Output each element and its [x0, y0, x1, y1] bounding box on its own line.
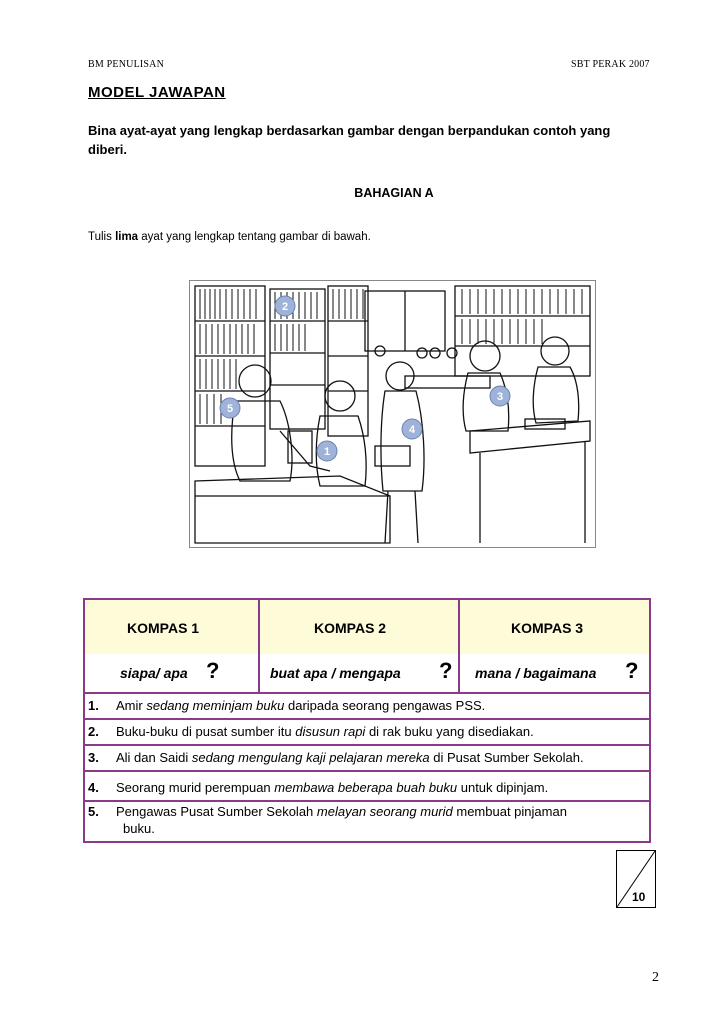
marker-3: 3: [496, 391, 504, 403]
column-divider: [258, 600, 260, 692]
task-text: Tulis lima ayat yang lengkap tentang gambar di bawah.: [88, 231, 371, 243]
answer-row: 1. Amir sedang meminjam buku daripada seorang pengawas PSS.: [85, 694, 649, 720]
question-mark: ?: [625, 658, 639, 683]
kompas-3-heading: KOMPAS 3: [511, 620, 584, 636]
header-left: BM PENULISAN: [88, 59, 165, 70]
answer-row: 2. Buku-buku di pusat sumber itu disusun rapi di rak buku yang disediakan.: [85, 720, 649, 746]
kompas-2-sub: buat apa / mengapa: [270, 665, 401, 681]
kompas-2-heading: KOMPAS 2: [314, 620, 387, 636]
answer-row: 4. Seorang murid perempuan membawa beberapa buah buku untuk dipinjam.: [85, 772, 649, 802]
answer-row: 5. Pengawas Pusat Sumber Sekolah melayan seorang murid membuat pinjaman buku.: [88, 804, 567, 836]
library-scene-sketch: [190, 281, 595, 547]
task-bold: lima: [115, 231, 139, 243]
mark-value: 10: [632, 890, 646, 904]
library-illustration: [189, 280, 596, 548]
header-right: SBT PERAK 2007: [571, 59, 650, 70]
column-divider: [458, 600, 460, 692]
section-heading: BAHAGIAN A: [354, 186, 434, 200]
page-number: 2: [652, 970, 659, 985]
answer-row: 3. Ali dan Saidi sedang mengulang kaji pelajaran mereka di Pusat Sumber Sekolah.: [85, 746, 649, 772]
marker-1: 1: [323, 446, 331, 458]
kompas-1-sub: siapa/ apa: [120, 665, 188, 681]
kompas-1-heading: KOMPAS 1: [127, 620, 200, 636]
marker-4: 4: [408, 424, 416, 436]
kompas-table: [83, 598, 651, 843]
instruction: Bina ayat-ayat yang lengkap berdasarkan gambar dengan berpandukan contoh yang diberi.: [88, 123, 611, 157]
kompas-3-sub: mana / bagaimana: [475, 665, 597, 681]
page-title: MODEL JAWAPAN: [88, 84, 226, 101]
question-mark: ?: [206, 658, 220, 683]
question-mark: ?: [439, 658, 453, 683]
marker-2: 2: [281, 301, 289, 313]
marker-5: 5: [226, 403, 234, 415]
